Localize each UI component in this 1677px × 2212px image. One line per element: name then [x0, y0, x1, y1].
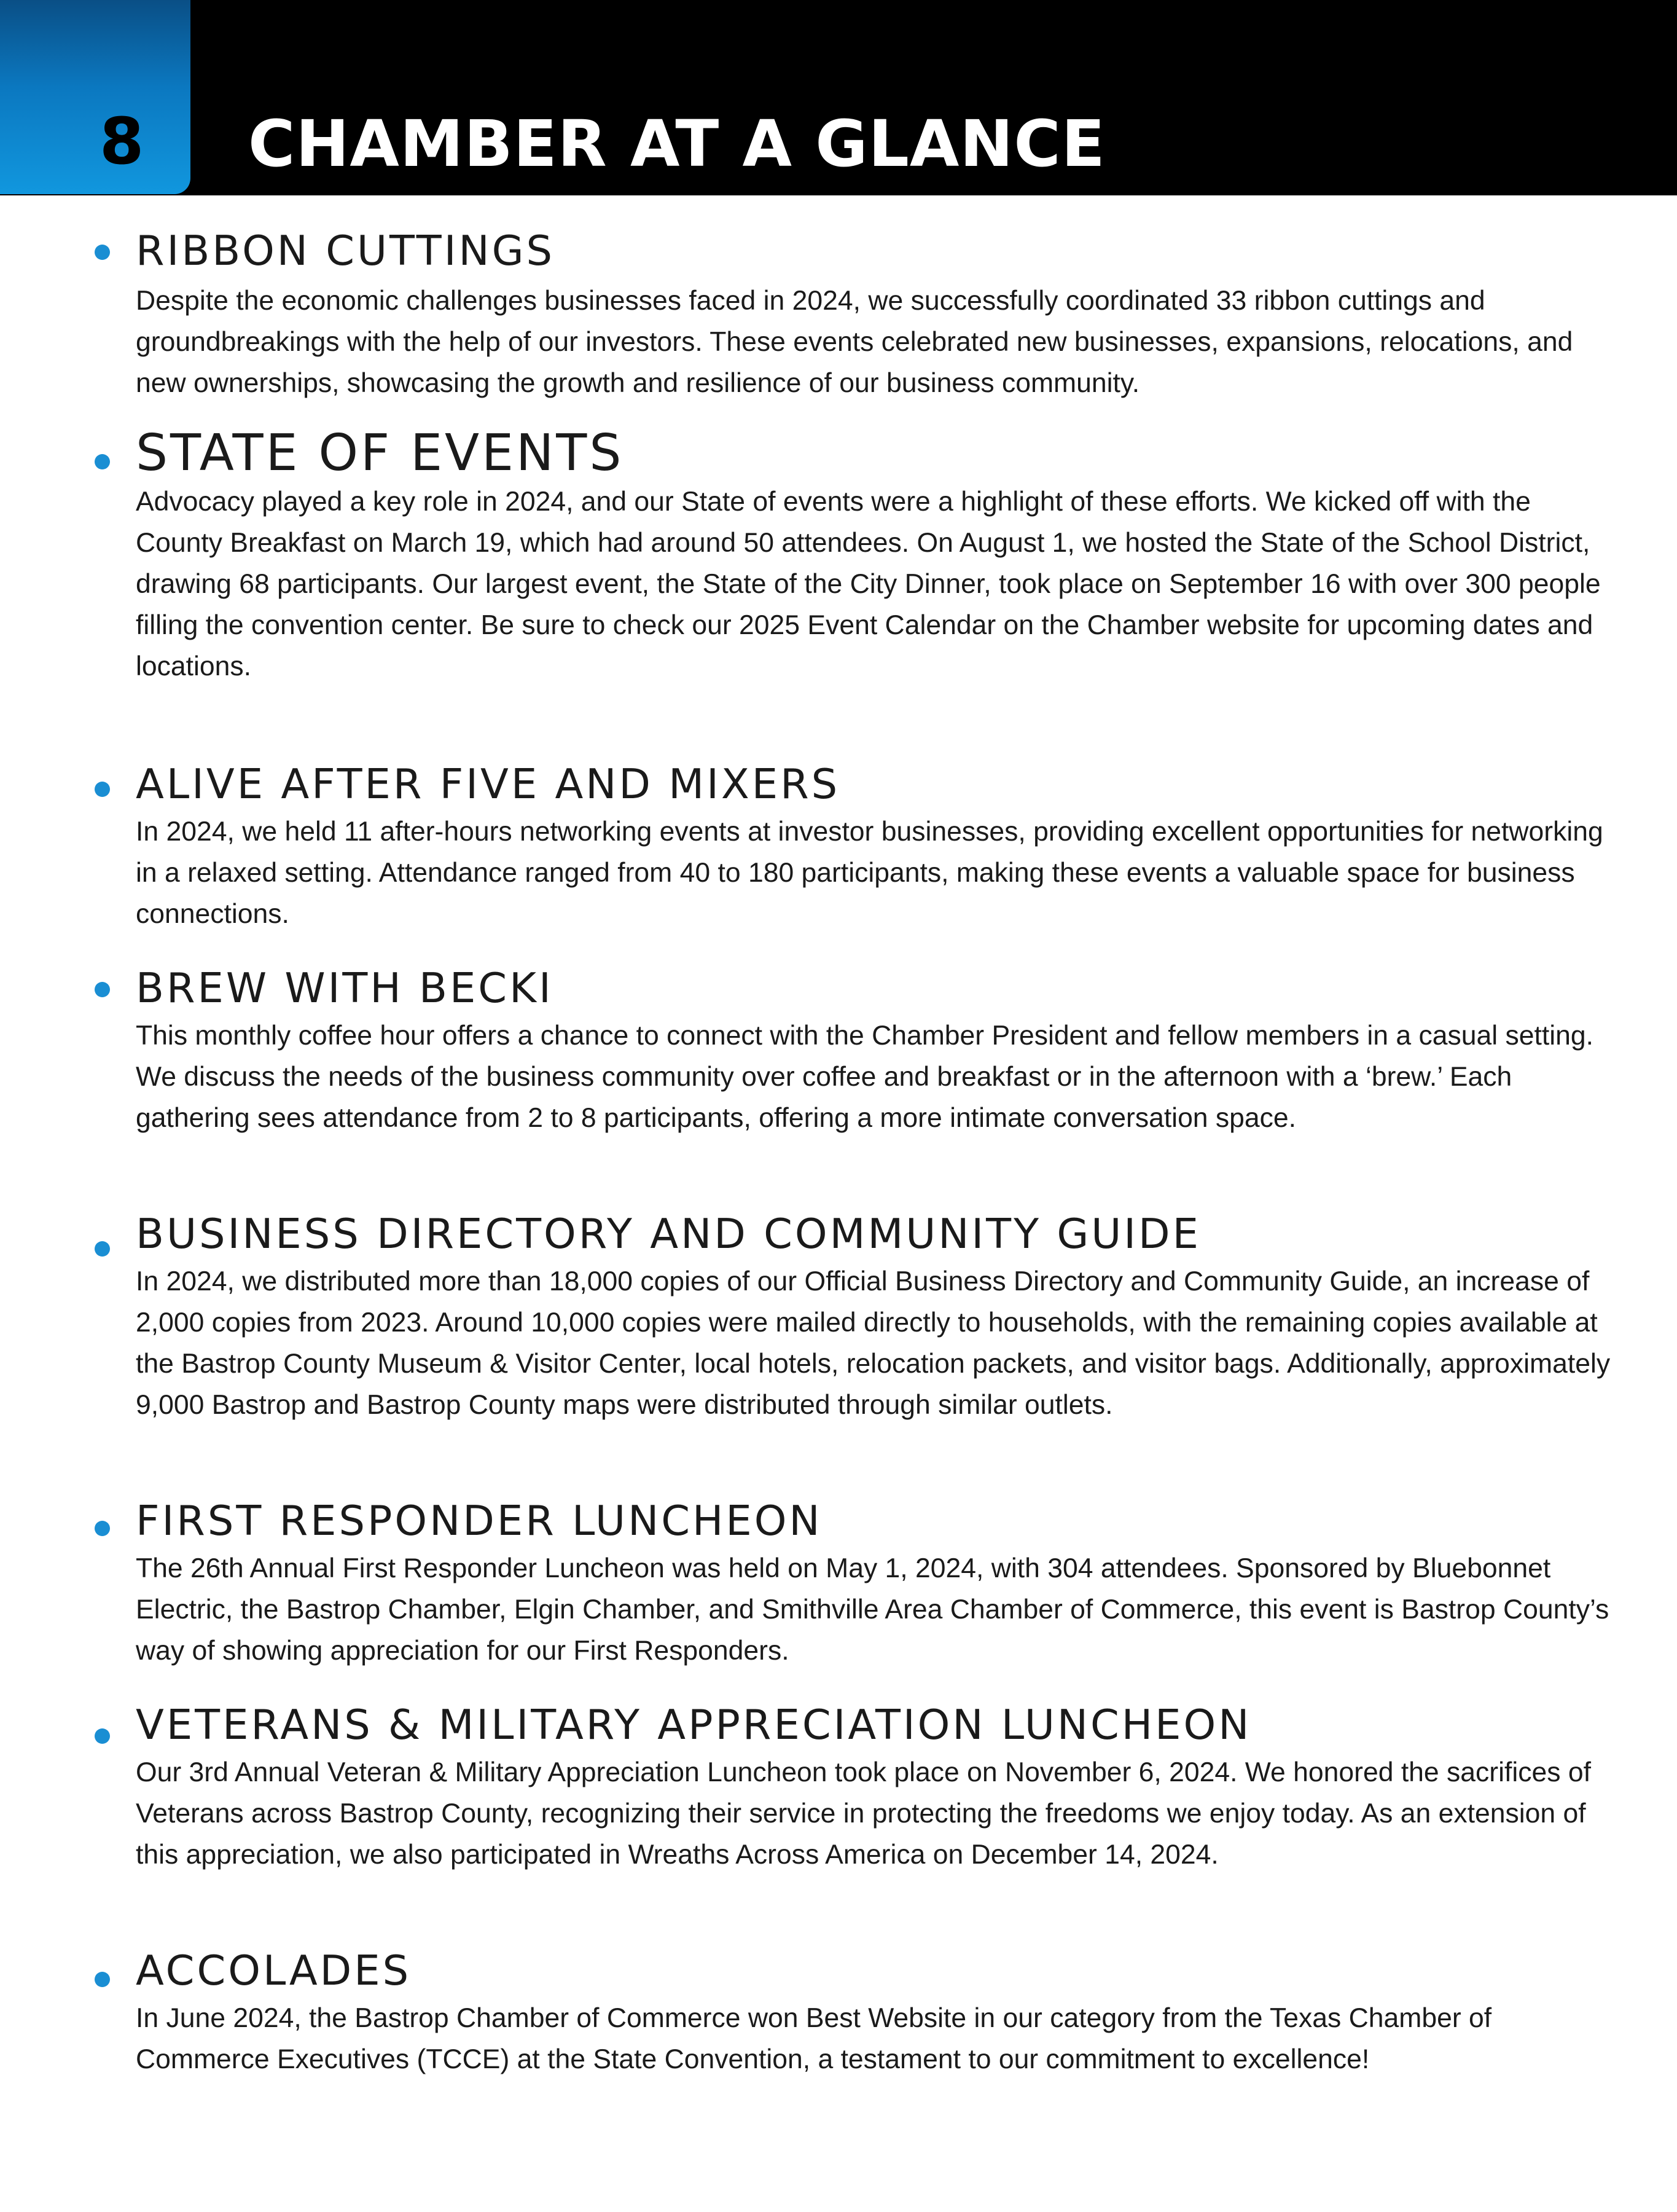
- section-body: In 2024, we distributed more than 18,000 copies of our Official Business Directory and Community Guide, an increase of 2,000 copies from 2023. Around 10,000 copies were mailed directly to households, with the remaining copies available at the Bastrop County Museum & Visitor Center, local hotels, relocation packets, and visitor bags. Additionally, approximately 9,000 Bastrop and Bastrop County maps were distributed through similar outlets.: [136, 1266, 1611, 1420]
- section-body: The 26th Annual First Responder Luncheon was held on May 1, 2024, with 304 attendees. Sponsored by Bluebonnet Electric, the Bastrop Chamber, Elgin Chamber, and Smithville Area Chamber of Commerce, this event is Bastrop County’s way of showing appreciation for our First Responders.: [136, 1553, 1609, 1666]
- bullet-icon: [95, 1241, 110, 1257]
- section-heading: STATE OF EVENTS: [136, 424, 624, 482]
- bullet-icon: [95, 454, 110, 469]
- section-body: In 2024, we held 11 after-hours networking events at investor businesses, providing excellent opportunities for networking in a relaxed setting. Attendance ranged from 40 to 180 participants, making these events a valuable space for business connections.: [136, 817, 1603, 929]
- page-number-tab: [0, 0, 190, 194]
- bullet-icon: [95, 1521, 110, 1536]
- section-heading: VETERANS & MILITARY APPRECIATION LUNCHEON: [136, 1701, 1252, 1749]
- section-heading: RIBBON CUTTINGS: [136, 227, 555, 275]
- section-heading: ALIVE AFTER FIVE AND MIXERS: [136, 760, 840, 808]
- bullet-icon: [95, 1972, 110, 1987]
- bullet-icon: [95, 982, 110, 997]
- bullet-icon: [95, 1728, 110, 1744]
- section-heading: ACCOLADES: [136, 1947, 412, 1994]
- page-title: CHAMBER AT A GLANCE: [248, 106, 1106, 181]
- bullet-icon: [95, 245, 110, 260]
- section-body: Our 3rd Annual Veteran & Military Appreciation Luncheon took place on November 6, 2024. We honored the sacrifices of Veterans across Bastrop County, recognizing their service in protecting the freedoms we enjoy today. As an extension of this appreciation, we also participated in Wreaths Across America on December 14, 2024.: [136, 1757, 1591, 1870]
- section-body: This monthly coffee hour offers a chance to connect with the Chamber President and fellow members in a casual setting. We discuss the needs of the business community over coffee and breakfast or in the afternoon with a ‘brew.’ Each gathering sees attendance from 2 to 8 participants, offering a more intimate conversation space.: [136, 1021, 1593, 1133]
- section-body: In June 2024, the Bastrop Chamber of Commerce won Best Website in our category from the Texas Chamber of Commerce Executives (TCCE) at the State Convention, a testament to our commitment to excellence!: [136, 2003, 1492, 2074]
- section-heading: BUSINESS DIRECTORY AND COMMUNITY GUIDE: [136, 1210, 1201, 1258]
- section-body: Advocacy played a key role in 2024, and our State of events were a highlight of these efforts. We kicked off with the County Breakfast on March 19, which had around 50 attendees. On August 1, we hosted the State of the School District, drawing 68 participants. Our largest event, the State of the City Dinner, took place on September 16 with over 300 people filling the convention center. Be sure to check our 2025 Event Calendar on the Chamber website for upcoming dates and locations.: [136, 487, 1601, 681]
- bullet-icon: [95, 782, 110, 797]
- section-heading: BREW WITH BECKI: [136, 964, 553, 1012]
- page-number: 8: [100, 104, 144, 179]
- section-body: Despite the economic challenges businesses faced in 2024, we successfully coordinated 33 ribbon cuttings and groundbreakings with the help of our investors. These events celebrated new businesses, expansions, relocations, and new ownerships, showcasing the growth and resilience of our business community.: [136, 286, 1573, 398]
- section-heading: FIRST RESPONDER LUNCHEON: [136, 1497, 823, 1545]
